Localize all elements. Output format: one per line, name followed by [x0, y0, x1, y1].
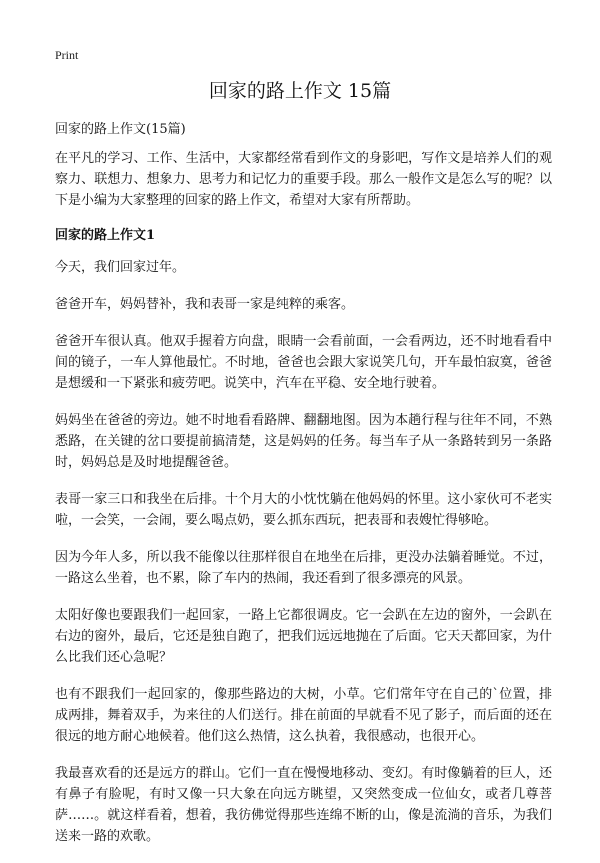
- article-paragraph: 今天，我们回家过年。: [55, 260, 186, 275]
- article-paragraph: 我最喜欢看的还是远方的群山。它们一直在慢慢地移动、变幻。有时像躺着的巨人，还有鼻子有脸呢，有时又像一只大象在向远方眺望，又突然变成一位仙女，或者几尊菩萨……。就这样看着，想着，我彷佛觉得那些连绵不断的山，像是流淌的音乐，为我们送来一路的欢歌。: [55, 766, 552, 844]
- section-heading: 回家的路上作文1: [55, 228, 156, 243]
- article-paragraph: 妈妈坐在爸爸的旁边。她不时地看看路牌、翻翻地图。因为本趟行程与往年不同，不熟悉路，在关键的岔口要提前搞清楚，这是妈妈的任务。每当车子从一条路转到另一条路时，妈妈总是及时地提醒爸爸。: [55, 413, 552, 470]
- article-paragraph: 爸爸开车，妈妈替补，我和表哥一家是纯粹的乘客。: [55, 297, 355, 312]
- print-link[interactable]: Print: [55, 48, 79, 62]
- article-paragraph: 爸爸开车很认真。他双手握着方向盘，眼睛一会看前面，一会看两边，还不时地看看中间的镜子，一车人算他最忙。不时地，爸爸也会跟大家说笑几句，开车最怕寂寞，爸爸是想缓和一下紧张和疲劳吧。说笑中，汽车在平稳、安全地行驶着。: [55, 334, 552, 391]
- page-title: 回家的路上作文 15篇: [208, 80, 392, 102]
- article-paragraph: 也有不跟我们一起回家的，像那些路边的大树，小草。它们常年守在自己的`位置，排成两排，舞着双手，为来往的人们送行。排在前面的早就看不见了影子，而后面的还在很远的地方耐心地候着。他们这么热情，这么执着，我很感动，也很开心。: [55, 687, 552, 744]
- article-paragraph: 因为今年人多，所以我不能像以往那样很自在地坐在后排，更没办法躺着睡觉。不过，一路这么坐着，也不累，除了车内的热闹，我还看到了很多漂亮的风景。: [55, 550, 552, 586]
- document-subtitle: 回家的路上作文(15篇): [55, 122, 186, 137]
- article-paragraph: 表哥一家三口和我坐在后排。十个月大的小忱忱躺在他妈妈的怀里。这小家伙可不老实啦，一会笑，一会闹，要么喝点奶，要么抓东西玩，把表哥和表嫂忙得够呛。: [55, 492, 552, 528]
- article-body: [55, 148, 552, 863]
- intro-paragraph: 在平凡的学习、工作、生活中，大家都经常看到作文的身影吧，写作文是培养人们的观察力、联想力、想象力、思考力和记忆力的重要手段。那么一般作文是怎么写的呢？以下是小编为大家整理的回家的路上作文，希望对大家有所帮助。: [55, 151, 552, 208]
- article-paragraph: 太阳好像也要跟我们一起回家，一路上它都很调皮。它一会趴在左边的窗外，一会趴在右边的窗外，最后，它还是独自跑了，把我们远远地抛在了后面。它天天都回家，为什么比我们还心急呢？: [55, 608, 552, 665]
